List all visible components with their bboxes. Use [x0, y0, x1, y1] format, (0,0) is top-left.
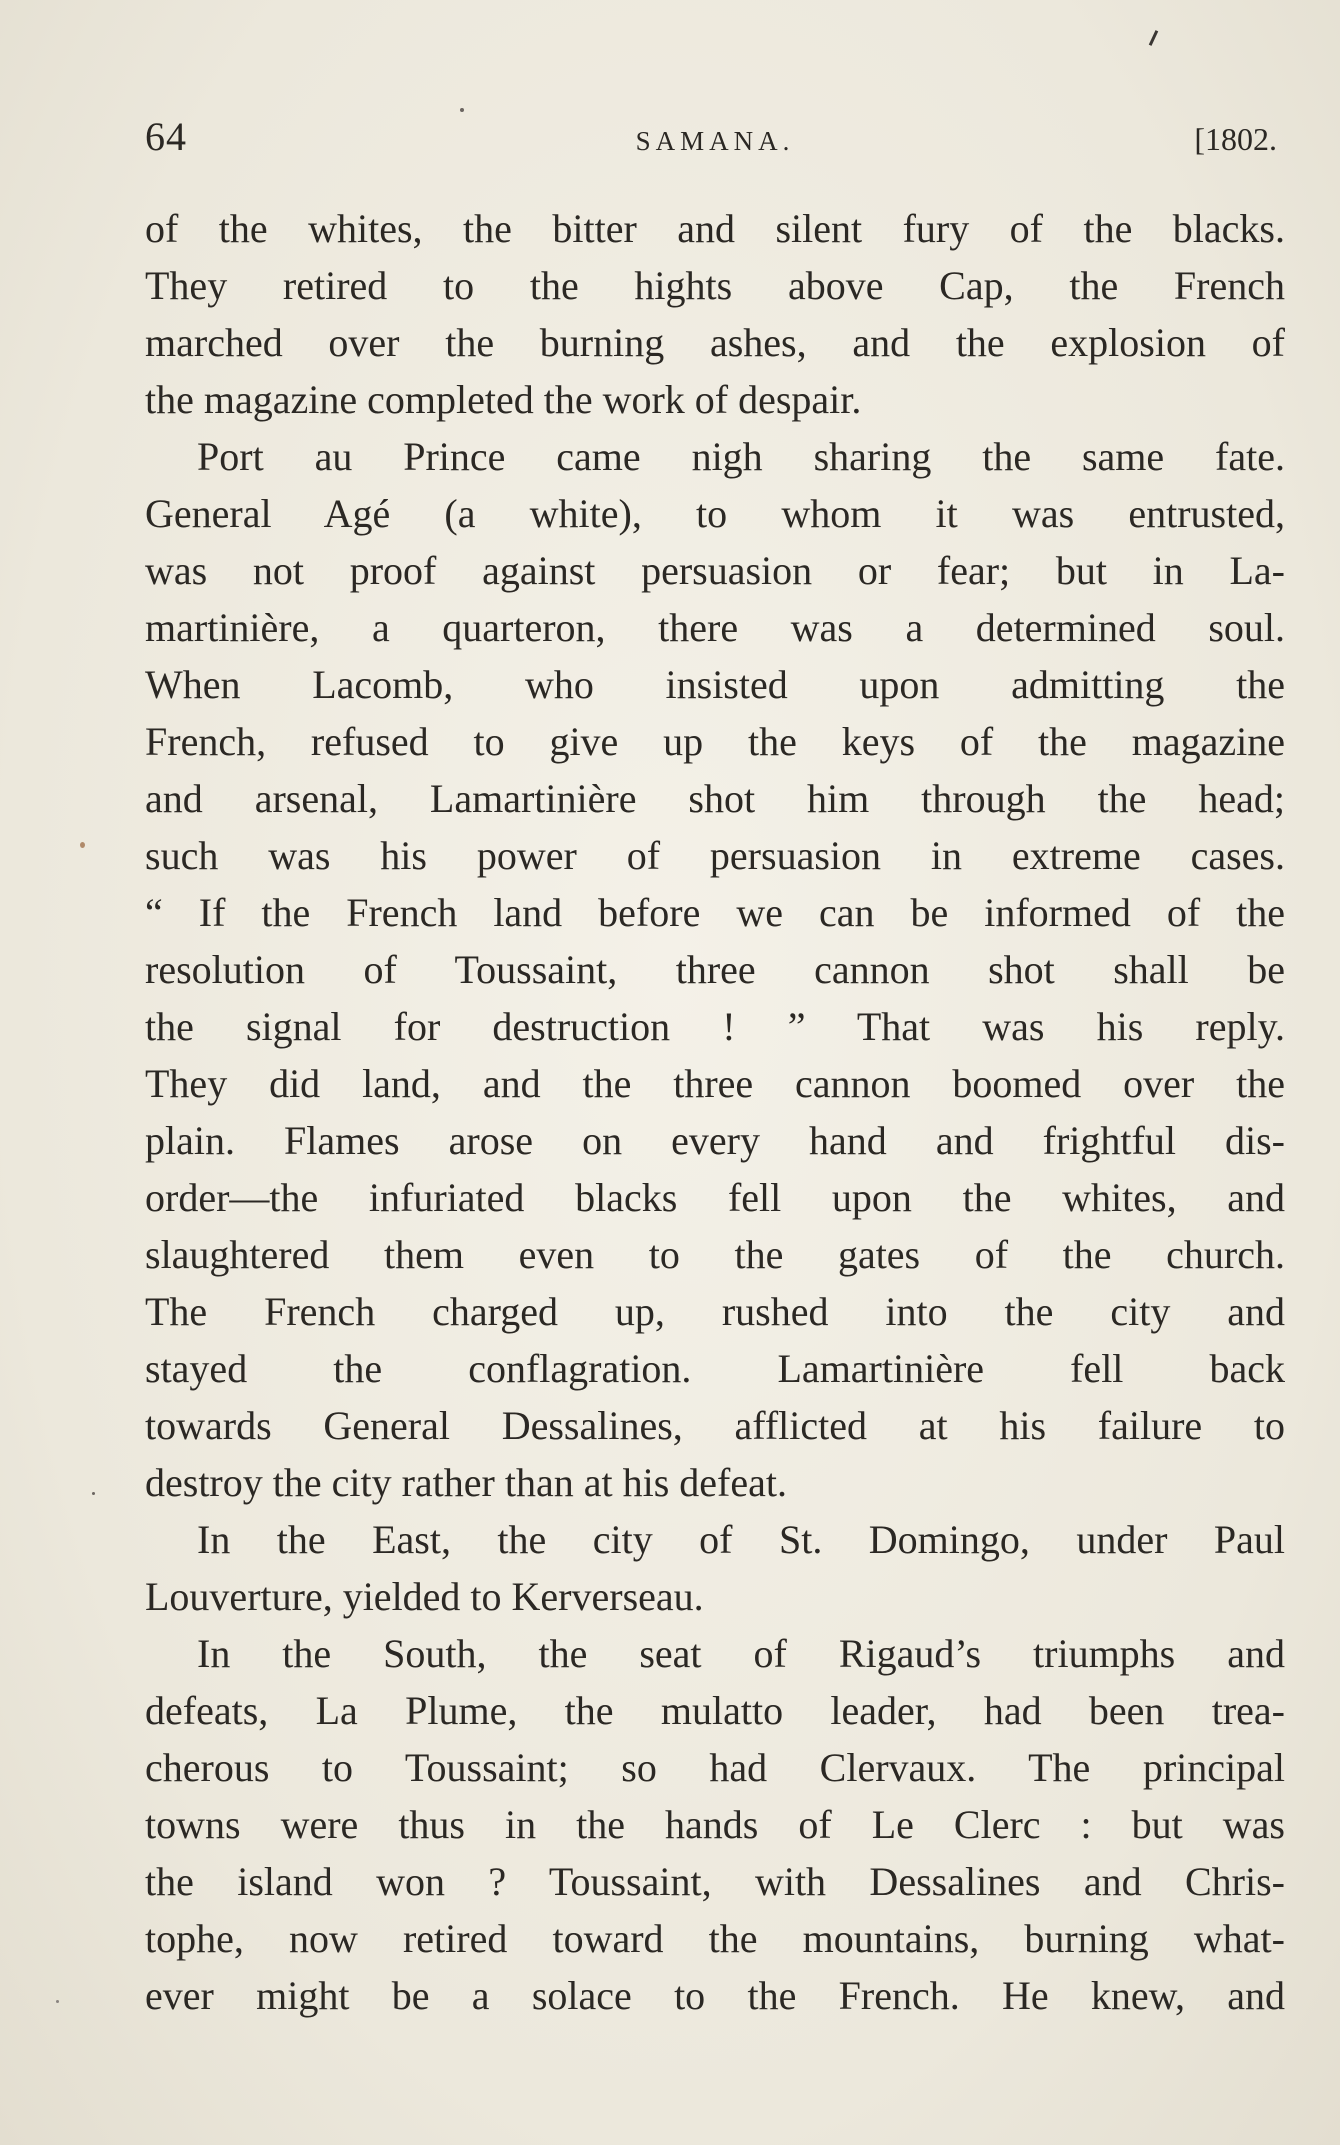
paper-speck: [56, 2000, 59, 2003]
text-line: tophe, now retired toward the mountains, burning what-: [145, 1916, 1285, 1961]
year-marker: [1802.: [1194, 121, 1277, 157]
text-line: stayed the conflagration. Lamartinière fell back: [145, 1346, 1285, 1391]
text-line: order—the infuriated blacks fell upon the whites, and: [145, 1175, 1285, 1220]
text-line: towns were thus in the hands of Le Clerc : but was: [145, 1802, 1285, 1847]
text-line: In the East, the city of St. Domingo, under Paul: [197, 1517, 1285, 1562]
body-text: [145, 200, 1285, 2024]
text-line: plain. Flames arose on every hand and frightful dis-: [145, 1118, 1285, 1163]
text-line: of the whites, the bitter and silent fury of the blacks.: [145, 206, 1285, 251]
text-line: ever might be a solace to the French. He knew, and: [145, 1973, 1285, 2018]
ink-mark: [1149, 30, 1158, 46]
text-line: the magazine completed the work of despair.: [145, 377, 862, 422]
text-line: French, refused to give up the keys of the magazine: [145, 719, 1285, 764]
text-line: slaughtered them even to the gates of the church.: [145, 1232, 1285, 1277]
paper-speck: [80, 842, 85, 848]
text-line: defeats, La Plume, the mulatto leader, had been trea-: [145, 1688, 1285, 1733]
text-line: towards General Dessalines, afflicted at his failure to: [145, 1403, 1285, 1448]
text-line: was not proof against persuasion or fear; but in La-: [145, 548, 1285, 593]
text-line: The French charged up, rushed into the city and: [145, 1289, 1285, 1334]
text-line: Port au Prince came nigh sharing the same fate.: [197, 434, 1285, 479]
text-line: General Agé (a white), to whom it was entrusted,: [145, 491, 1285, 536]
text-line: marched over the burning ashes, and the explosion of: [145, 320, 1285, 365]
text-line: and arsenal, Lamartinière shot him through the head;: [145, 776, 1285, 821]
text-line: “ If the French land before we can be informed of the: [145, 890, 1285, 935]
text-line: the signal for destruction ! ” That was his reply.: [145, 1004, 1285, 1049]
text-line: When Lacomb, who insisted upon admitting the: [145, 662, 1285, 707]
page-header: [145, 112, 1285, 162]
text-line: In the South, the seat of Rigaud’s triumphs and: [197, 1631, 1285, 1676]
text-line: cherous to Toussaint; so had Clervaux. The principal: [145, 1745, 1285, 1790]
paper-speck: [92, 1492, 95, 1495]
text-line: destroy the city rather than at his defeat.: [145, 1460, 787, 1505]
paper-speck: [460, 108, 464, 112]
text-line: They retired to the hights above Cap, the French: [145, 263, 1285, 308]
text-line: martinière, a quarteron, there was a determined soul.: [145, 605, 1285, 650]
text-line: They did land, and the three cannon boomed over the: [145, 1061, 1285, 1106]
text-line: Louverture, yielded to Kerverseau.: [145, 1574, 704, 1619]
running-head: SAMANA.: [635, 126, 795, 156]
text-line: such was his power of persuasion in extreme cases.: [145, 833, 1285, 878]
text-line: resolution of Toussaint, three cannon shot shall be: [145, 947, 1285, 992]
page-number: 64: [145, 114, 187, 159]
text-line: the island won ? Toussaint, with Dessalines and Chris-: [145, 1859, 1285, 1904]
